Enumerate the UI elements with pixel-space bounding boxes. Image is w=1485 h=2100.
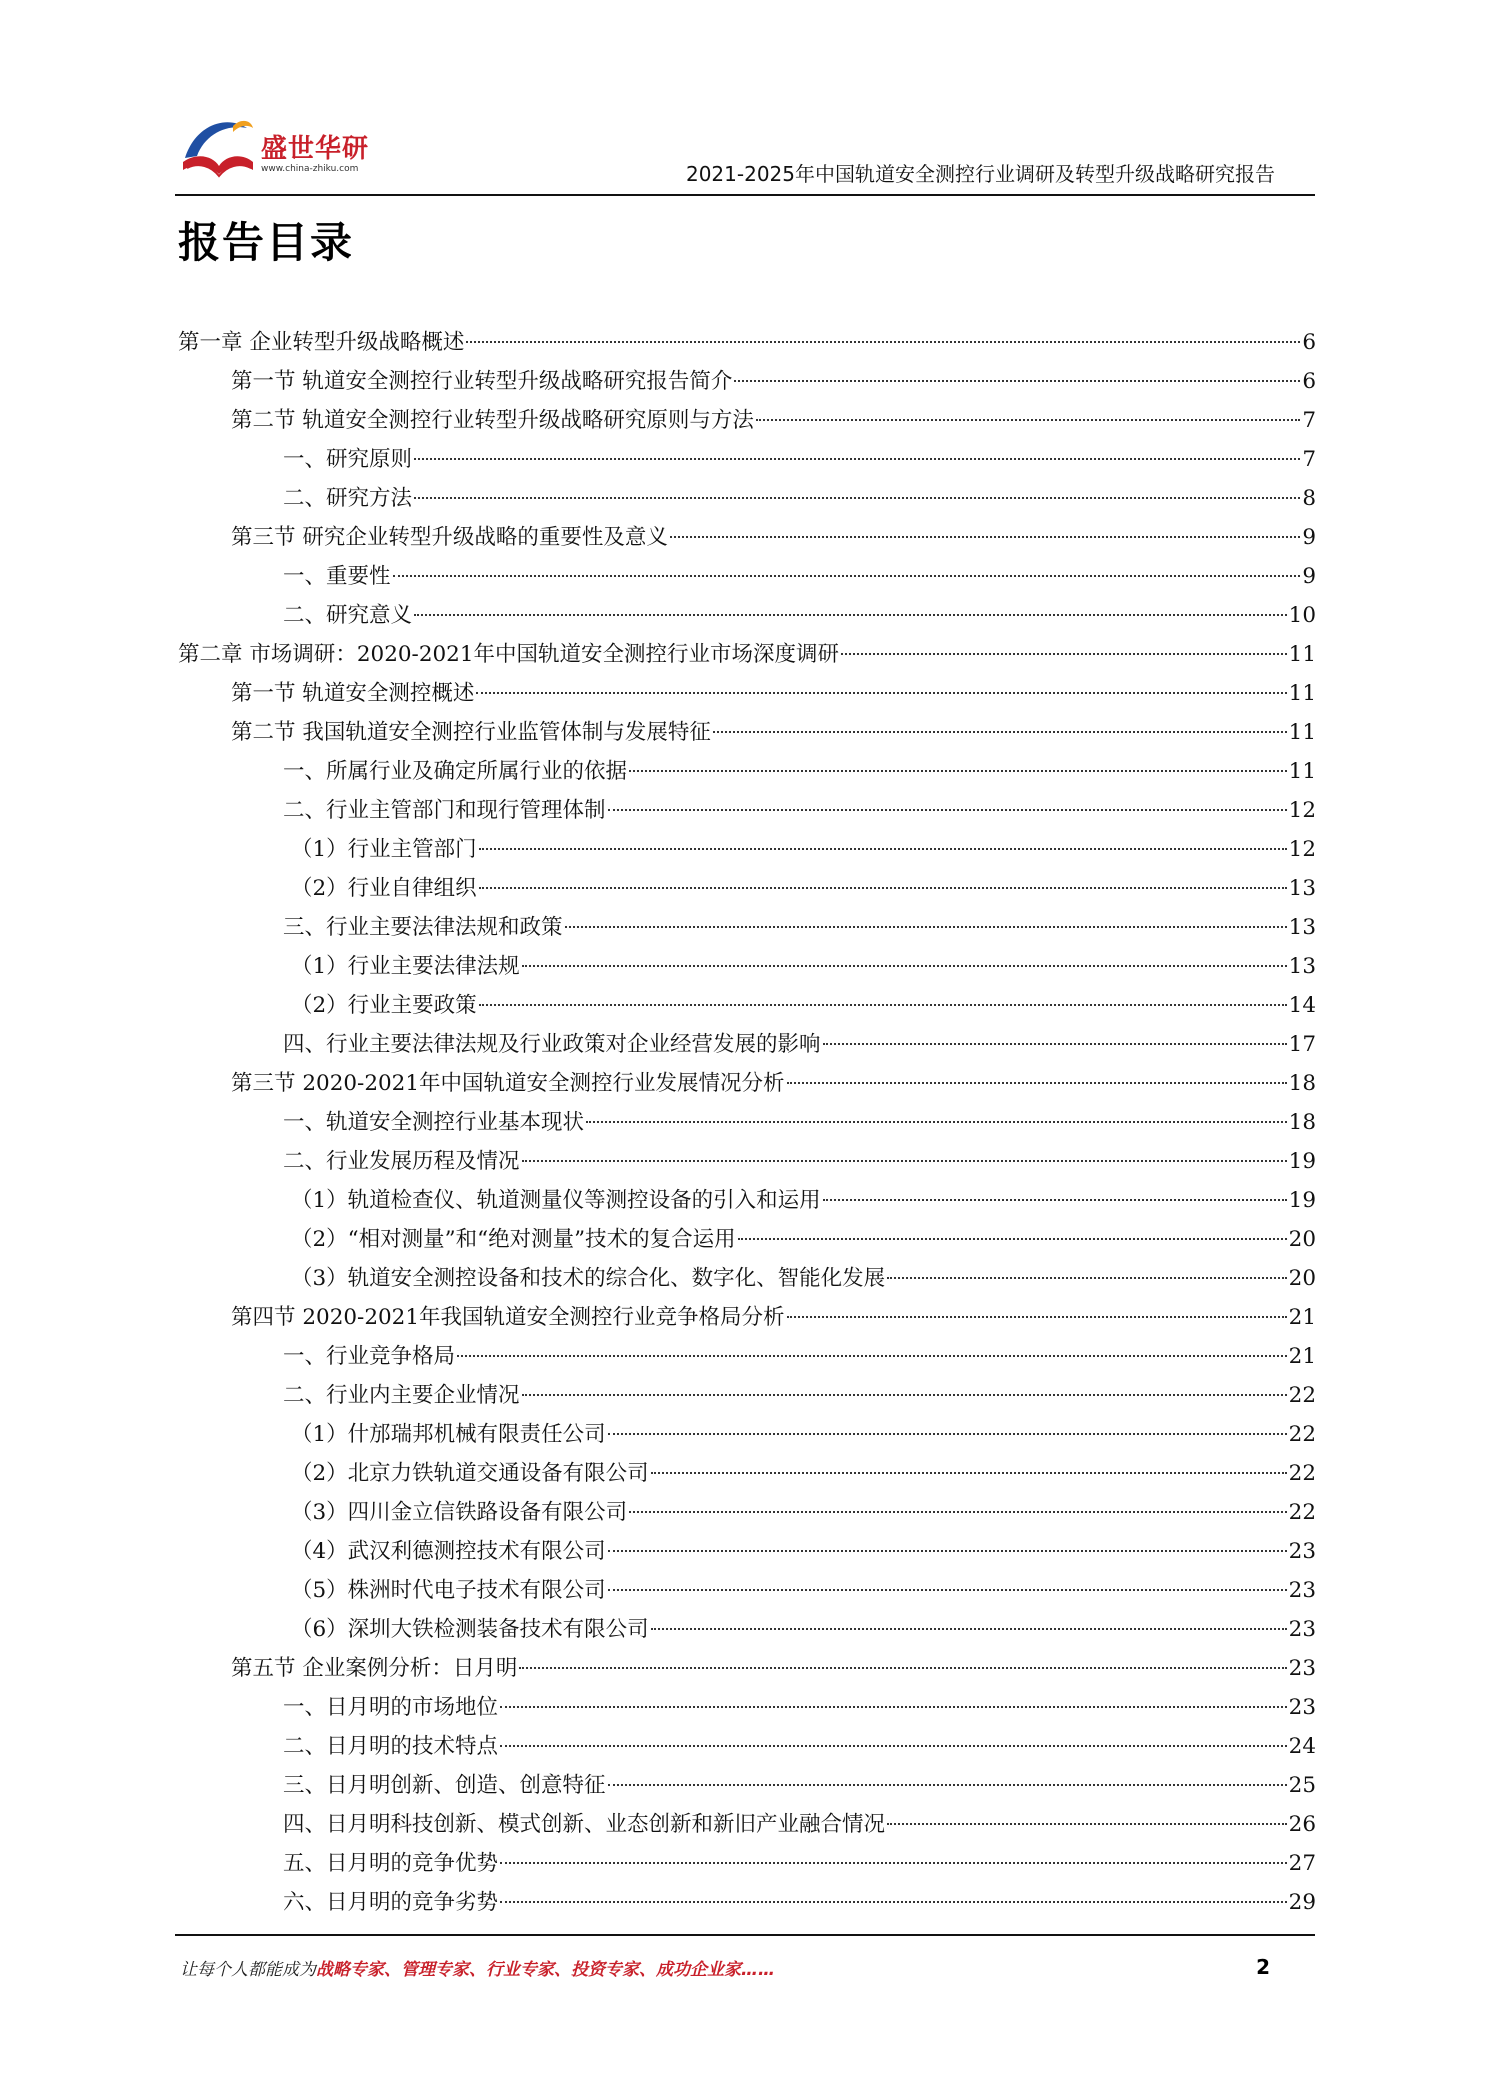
toc-entry[interactable] xyxy=(178,1649,1316,1688)
toc-entry[interactable] xyxy=(178,1103,1316,1142)
toc-entry-label: 第一节 轨道安全测控概述 xyxy=(231,681,475,706)
toc-heading: 报告目录 xyxy=(178,218,355,267)
dot-leader xyxy=(651,1472,1287,1474)
toc-entry-label: （4）武汉利德测控技术有限公司 xyxy=(291,1539,606,1564)
toc-entry[interactable] xyxy=(178,830,1316,869)
dot-leader xyxy=(629,770,1287,772)
toc-entry-label: 第三节 研究企业转型升级战略的重要性及意义 xyxy=(231,525,668,550)
toc-entry-label: （5）株洲时代电子技术有限公司 xyxy=(291,1578,606,1603)
toc-entry[interactable] xyxy=(178,1844,1316,1883)
dot-leader xyxy=(756,419,1300,421)
toc-entry[interactable] xyxy=(178,947,1316,986)
toc-entry[interactable] xyxy=(178,1610,1316,1649)
dot-leader xyxy=(500,1706,1287,1708)
toc-entry[interactable] xyxy=(178,1181,1316,1220)
dot-leader xyxy=(500,1901,1287,1903)
toc-entry[interactable] xyxy=(178,752,1316,791)
toc-entry-label: 第一章 企业转型升级战略概述 xyxy=(178,330,465,355)
toc-entry-label: 五、日月明的竞争优势 xyxy=(283,1851,499,1876)
toc-entry[interactable] xyxy=(178,323,1316,362)
toc-entry[interactable] xyxy=(178,1454,1316,1493)
toc-entry-label: 第二节 轨道安全测控行业转型升级战略研究原则与方法 xyxy=(231,408,754,433)
toc-entry[interactable] xyxy=(178,440,1316,479)
toc-entry-page: 22 xyxy=(1288,1500,1316,1525)
toc-entry-page: 10 xyxy=(1288,603,1316,628)
toc-entry-label: 二、行业内主要企业情况 xyxy=(283,1383,520,1408)
toc-entry[interactable] xyxy=(178,557,1316,596)
toc-entry-label: 第一节 轨道安全测控行业转型升级战略研究报告简介 xyxy=(231,369,733,394)
toc-entry-page: 23 xyxy=(1288,1578,1316,1603)
toc-entry-label: 一、所属行业及确定所属行业的依据 xyxy=(283,759,628,784)
toc-entry-label: （2）“相对测量”和“绝对测量”技术的复合运用 xyxy=(291,1227,736,1252)
dot-leader xyxy=(823,1199,1287,1201)
header-divider xyxy=(175,194,1315,196)
dot-leader xyxy=(414,458,1300,460)
toc-entry-label: 二、研究方法 xyxy=(283,486,413,511)
dot-leader xyxy=(519,1667,1286,1669)
toc-entry-label: 一、重要性 xyxy=(283,564,391,589)
toc-entry-label: （1）轨道检查仪、轨道测量仪等测控设备的引入和运用 xyxy=(291,1188,821,1213)
toc-entry[interactable] xyxy=(178,869,1316,908)
toc-entry-label: 二、研究意义 xyxy=(283,603,413,628)
toc-entry-page: 18 xyxy=(1288,1110,1316,1135)
toc-entry-page: 6 xyxy=(1302,369,1316,394)
toc-entry[interactable] xyxy=(178,1376,1316,1415)
toc-entry-page: 13 xyxy=(1288,876,1316,901)
company-logo xyxy=(175,106,395,186)
toc-entry-label: 一、轨道安全测控行业基本现状 xyxy=(283,1110,585,1135)
toc-entry-label: （2）行业主要政策 xyxy=(291,993,477,1018)
dot-leader xyxy=(479,1004,1287,1006)
dot-leader xyxy=(522,1160,1287,1162)
toc-entry[interactable] xyxy=(178,1259,1316,1298)
toc-entry-label: 三、日月明创新、创造、创意特征 xyxy=(283,1773,606,1798)
dot-leader xyxy=(466,341,1300,343)
dot-leader xyxy=(608,1550,1287,1552)
toc-entry[interactable] xyxy=(178,1766,1316,1805)
toc-entry-page: 7 xyxy=(1302,447,1316,472)
logo-name: 盛世华研 xyxy=(261,134,370,164)
toc-entry[interactable] xyxy=(178,1064,1316,1103)
dot-leader xyxy=(476,692,1286,694)
dot-leader xyxy=(500,1862,1287,1864)
dot-leader xyxy=(586,1121,1287,1123)
dot-leader xyxy=(500,1745,1287,1747)
dot-leader xyxy=(713,731,1287,733)
dot-leader xyxy=(608,1433,1287,1435)
dot-leader xyxy=(787,1316,1287,1318)
toc-entry[interactable] xyxy=(178,986,1316,1025)
toc-entry-label: 一、行业竞争格局 xyxy=(283,1344,456,1369)
logo-book-icon xyxy=(175,106,255,186)
toc-entry-label: （2）北京力铁轨道交通设备有限公司 xyxy=(291,1461,649,1486)
toc-entry[interactable] xyxy=(178,1337,1316,1376)
toc-entry-page: 11 xyxy=(1288,681,1316,706)
dot-leader xyxy=(787,1082,1287,1084)
toc-entry-page: 23 xyxy=(1288,1656,1316,1681)
toc-entry[interactable] xyxy=(178,1883,1316,1922)
dot-leader xyxy=(651,1628,1287,1630)
toc-entry[interactable] xyxy=(178,1142,1316,1181)
toc-entry-page: 23 xyxy=(1288,1695,1316,1720)
toc-entry-page: 23 xyxy=(1288,1539,1316,1564)
toc-entry-page: 18 xyxy=(1288,1071,1316,1096)
toc-entry-page: 26 xyxy=(1288,1812,1316,1837)
toc-entry-page: 6 xyxy=(1302,330,1316,355)
dot-leader xyxy=(522,965,1287,967)
toc-entry-label: 一、日月明的市场地位 xyxy=(283,1695,499,1720)
footer-roles: 战略专家、管理专家、行业专家、投资专家、成功企业家…… xyxy=(316,1960,775,1980)
toc-entry[interactable] xyxy=(178,1493,1316,1532)
toc-entry-label: （3）轨道安全测控设备和技术的综合化、数字化、智能化发展 xyxy=(291,1266,886,1291)
dot-leader xyxy=(479,848,1287,850)
dot-leader xyxy=(479,887,1287,889)
toc-entry[interactable] xyxy=(178,1025,1316,1064)
toc-entry[interactable] xyxy=(178,479,1316,518)
toc-entry-page: 11 xyxy=(1288,642,1316,667)
toc-entry-label: （2）行业自律组织 xyxy=(291,876,477,901)
toc-entry-page: 20 xyxy=(1288,1266,1316,1291)
toc-entry-page: 9 xyxy=(1302,525,1316,550)
toc-entry-page: 12 xyxy=(1288,798,1316,823)
toc-entry-page: 21 xyxy=(1288,1305,1316,1330)
dot-leader xyxy=(522,1394,1287,1396)
dot-leader xyxy=(393,575,1301,577)
toc-entry[interactable] xyxy=(178,674,1316,713)
toc-entry-page: 23 xyxy=(1288,1617,1316,1642)
toc-entry[interactable] xyxy=(178,791,1316,830)
toc-entry-label: 四、日月明科技创新、模式创新、业态创新和新旧产业融合情况 xyxy=(283,1812,886,1837)
toc-entry-page: 20 xyxy=(1288,1227,1316,1252)
toc-entry[interactable] xyxy=(178,1727,1316,1766)
toc-entry-label: 三、行业主要法律法规和政策 xyxy=(283,915,563,940)
toc-entry[interactable] xyxy=(178,1415,1316,1454)
toc-entry[interactable] xyxy=(178,596,1316,635)
toc-entry-label: 第二节 我国轨道安全测控行业监管体制与发展特征 xyxy=(231,720,711,745)
toc-entry[interactable] xyxy=(178,635,1316,674)
page-footer xyxy=(180,1955,1270,1985)
dot-leader xyxy=(608,1784,1287,1786)
toc-entry-page: 25 xyxy=(1288,1773,1316,1798)
toc-entry-label: 二、行业主管部门和现行管理体制 xyxy=(283,798,606,823)
toc-entry[interactable] xyxy=(178,1298,1316,1337)
toc-entry-page: 9 xyxy=(1302,564,1316,589)
toc-entry-page: 19 xyxy=(1288,1149,1316,1174)
toc-entry-label: （1）什邡瑞邦机械有限责任公司 xyxy=(291,1422,606,1447)
toc-entry-label: 第二章 市场调研：2020-2021年中国轨道安全测控行业市场深度调研 xyxy=(178,642,840,667)
toc-entry-page: 13 xyxy=(1288,915,1316,940)
toc-entry[interactable] xyxy=(178,1571,1316,1610)
dot-leader xyxy=(414,614,1287,616)
toc-entry-page: 8 xyxy=(1302,486,1316,511)
toc-entry-label: 第四节 2020-2021年我国轨道安全测控行业竞争格局分析 xyxy=(231,1305,785,1330)
toc-entry-label: 第五节 企业案例分析：日月明 xyxy=(231,1656,518,1681)
toc-entry-label: 一、研究原则 xyxy=(283,447,413,472)
toc-entry-label: （6）深圳大铁检测装备技术有限公司 xyxy=(291,1617,649,1642)
toc-entry-label: 四、行业主要法律法规及行业政策对企业经营发展的影响 xyxy=(283,1032,821,1057)
dot-leader xyxy=(734,380,1300,382)
toc-entry-page: 22 xyxy=(1288,1422,1316,1447)
footer-divider xyxy=(175,1934,1315,1936)
dot-leader xyxy=(823,1043,1287,1045)
toc-entry-label: （1）行业主要法律法规 xyxy=(291,954,520,979)
toc-entry-page: 14 xyxy=(1288,993,1316,1018)
toc-entry-label: （1）行业主管部门 xyxy=(291,837,477,862)
table-of-contents xyxy=(178,323,1316,1922)
toc-entry-page: 7 xyxy=(1302,408,1316,433)
dot-leader xyxy=(608,809,1287,811)
dot-leader xyxy=(887,1823,1287,1825)
toc-entry[interactable] xyxy=(178,401,1316,440)
toc-entry-page: 29 xyxy=(1288,1890,1316,1915)
toc-entry[interactable] xyxy=(178,1688,1316,1727)
toc-entry-page: 24 xyxy=(1288,1734,1316,1759)
dot-leader xyxy=(670,536,1300,538)
toc-entry-page: 11 xyxy=(1288,759,1316,784)
toc-entry[interactable] xyxy=(178,1805,1316,1844)
dot-leader xyxy=(629,1511,1286,1513)
toc-entry[interactable] xyxy=(178,713,1316,752)
toc-entry-label: 二、日月明的技术特点 xyxy=(283,1734,499,1759)
dot-leader xyxy=(608,1589,1287,1591)
toc-entry[interactable] xyxy=(178,908,1316,947)
dot-leader xyxy=(887,1277,1286,1279)
toc-entry[interactable] xyxy=(178,1532,1316,1571)
footer-slogan: 让每个人都能成为 xyxy=(180,1960,316,1980)
dot-leader xyxy=(565,926,1287,928)
dot-leader xyxy=(457,1355,1287,1357)
page-number: 2 xyxy=(1256,1955,1270,1979)
page-header xyxy=(175,100,1315,196)
toc-entry-label: （3）四川金立信铁路设备有限公司 xyxy=(291,1500,628,1525)
toc-entry-label: 六、日月明的竞争劣势 xyxy=(283,1890,499,1915)
dot-leader xyxy=(841,653,1287,655)
toc-entry-page: 12 xyxy=(1288,837,1316,862)
toc-entry-page: 19 xyxy=(1288,1188,1316,1213)
toc-entry[interactable] xyxy=(178,362,1316,401)
toc-entry-page: 22 xyxy=(1288,1461,1316,1486)
dot-leader xyxy=(738,1238,1287,1240)
toc-entry-page: 22 xyxy=(1288,1383,1316,1408)
toc-entry-page: 17 xyxy=(1288,1032,1316,1057)
toc-entry-page: 11 xyxy=(1288,720,1316,745)
toc-entry[interactable] xyxy=(178,518,1316,557)
report-title: 2021-2025年中国轨道安全测控行业调研及转型升级战略研究报告 xyxy=(685,162,1275,186)
dot-leader xyxy=(414,497,1300,499)
toc-entry-page: 21 xyxy=(1288,1344,1316,1369)
toc-entry-label: 第三节 2020-2021年中国轨道安全测控行业发展情况分析 xyxy=(231,1071,785,1096)
toc-entry-page: 27 xyxy=(1288,1851,1316,1876)
logo-url: www.china-zhiku.com xyxy=(261,164,359,174)
toc-entry[interactable] xyxy=(178,1220,1316,1259)
toc-entry-page: 13 xyxy=(1288,954,1316,979)
toc-entry-label: 二、行业发展历程及情况 xyxy=(283,1149,520,1174)
